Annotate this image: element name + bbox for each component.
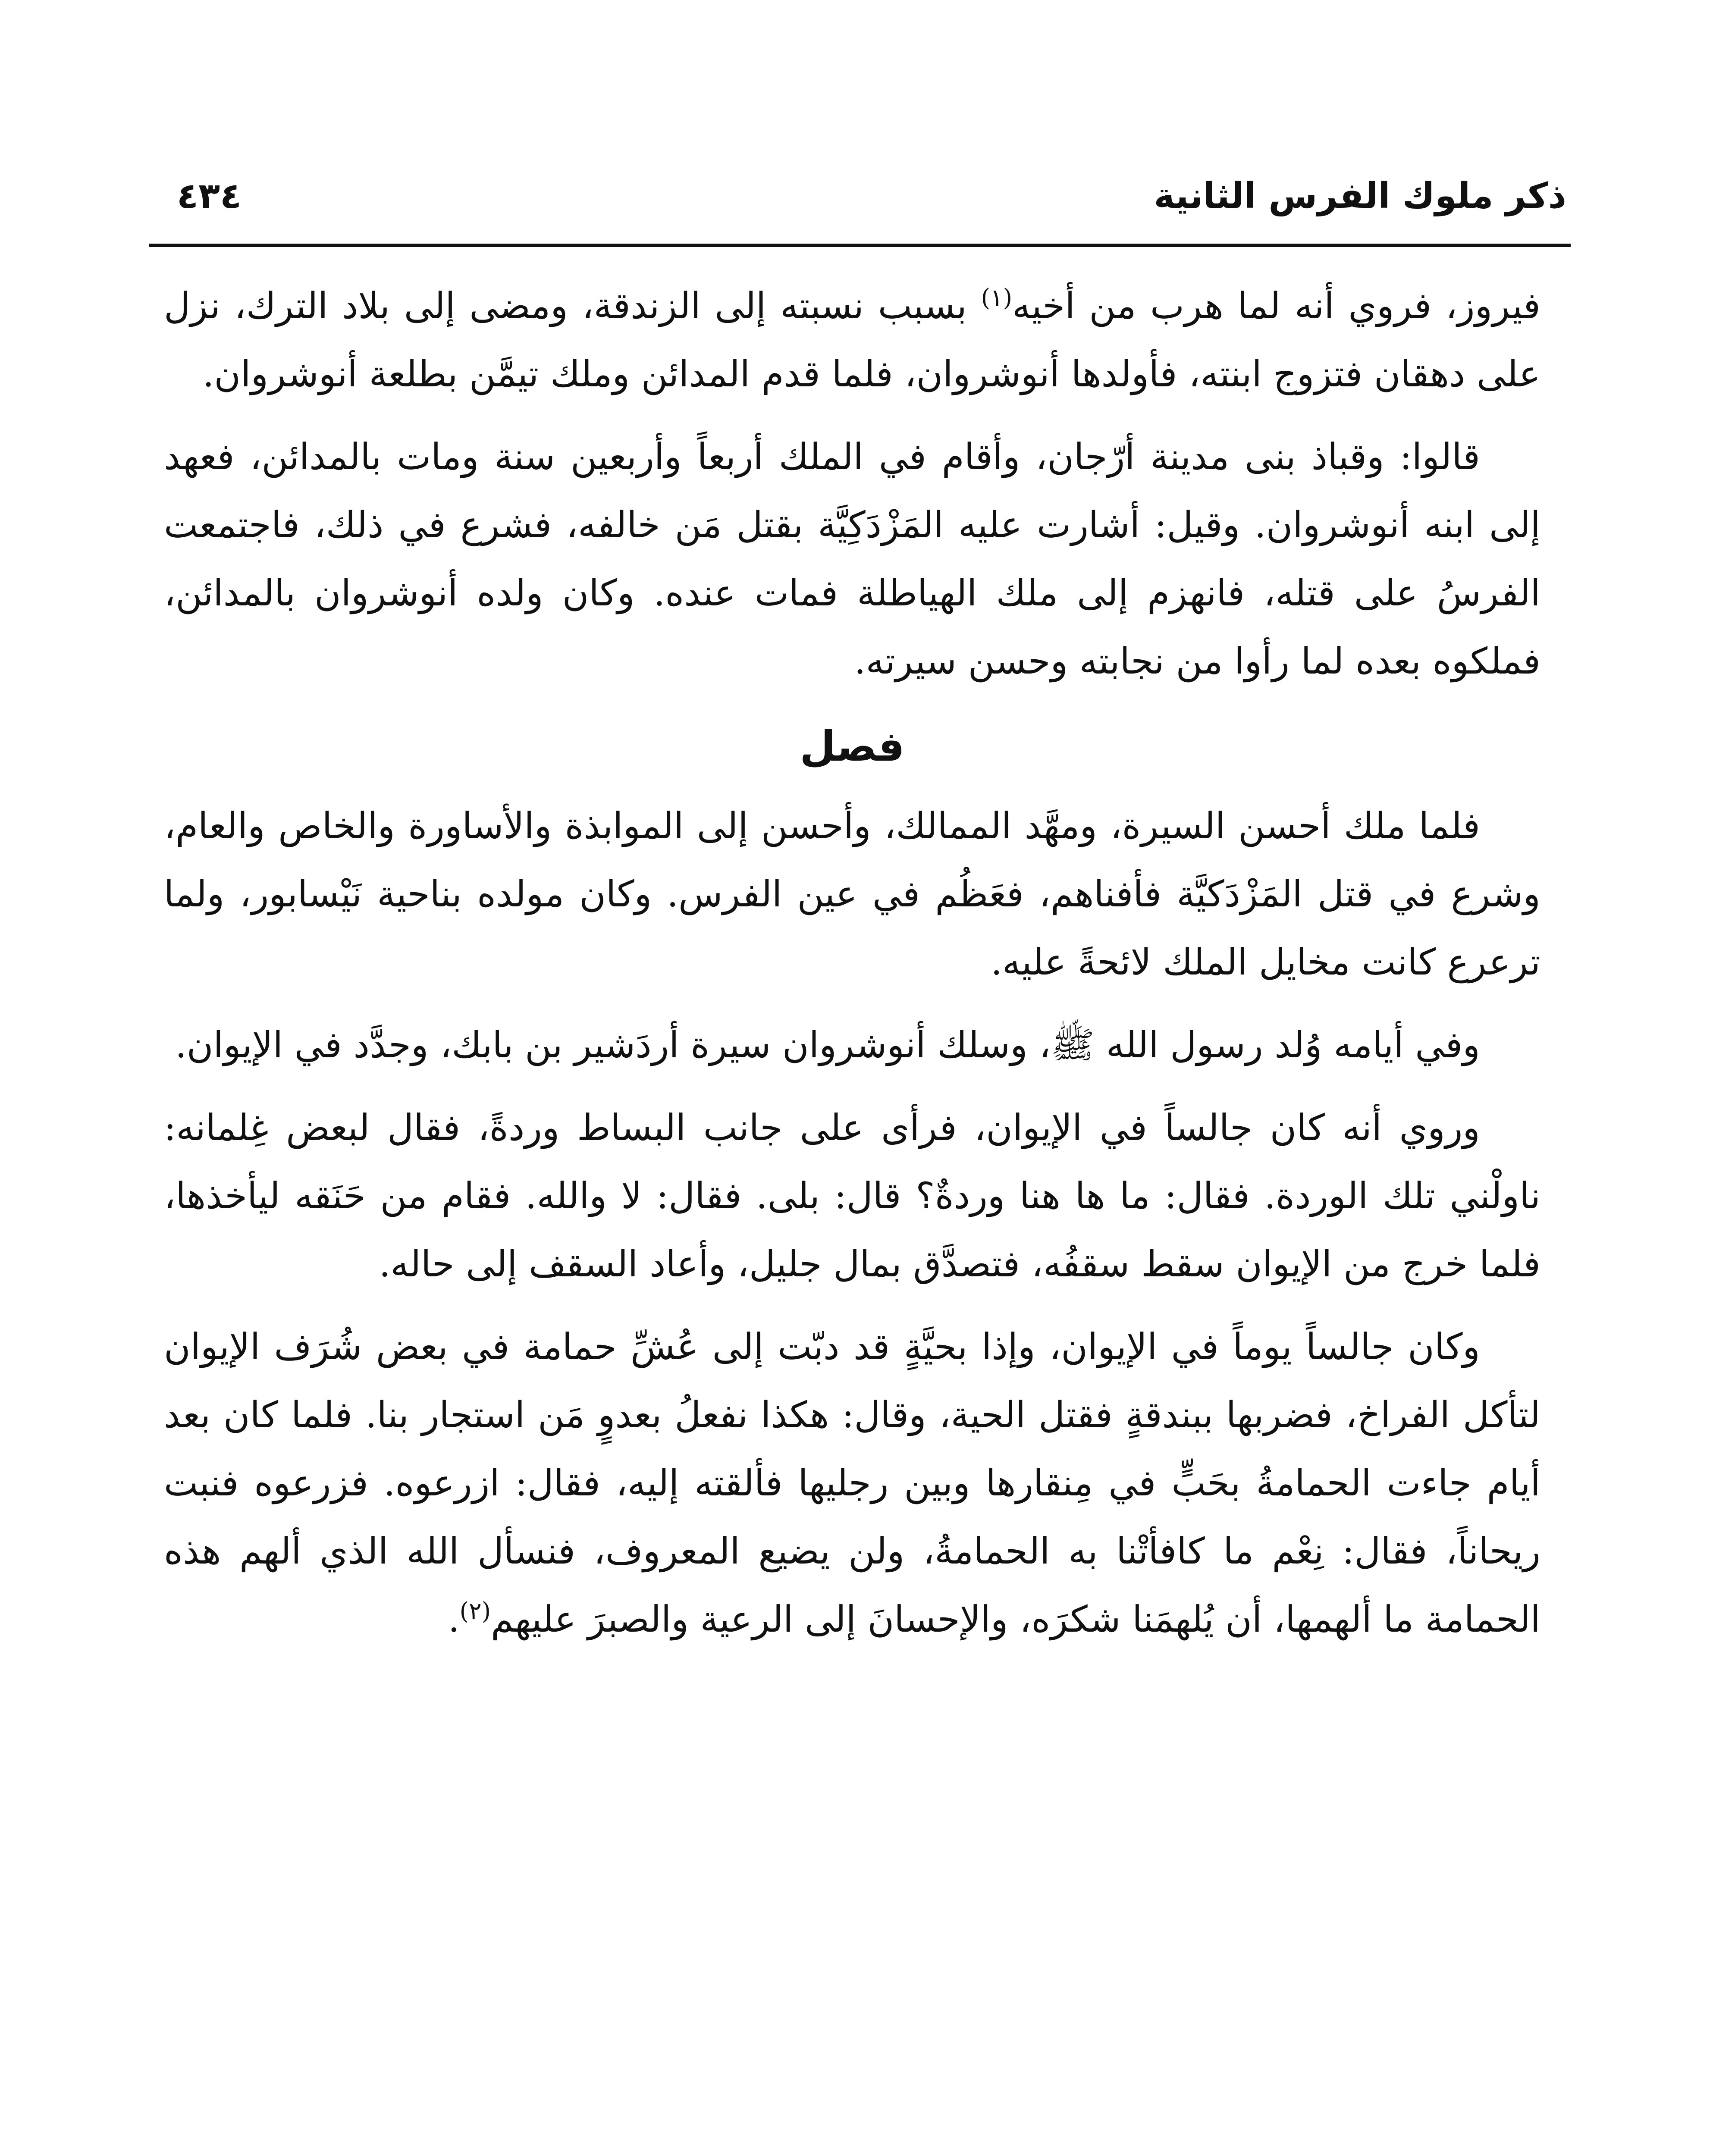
footnote-ref-1: (١)	[981, 284, 1013, 311]
paragraph-3: فلما ملك أحسن السيرة، ومهَّد الممالك، وأحسن إلى الموابذة والأساورة والخاص والعام، وشرع في قتل المَزْدَكيَّة فأفناهم، فعَظُم في عين الفرس. وكان مولده بناحية نَيْسابور، ولما ترعرع كانت مخايل الملك لائحةً عليه.	[164, 805, 1540, 983]
paragraph-5: وروي أنه كان جالساً في الإيوان، فرأى على جانب البساط وردةً، فقال لبعض غِلمانه: ناولْني تلك الوردة. فقال: ما ها هنا وردةٌ؟ قال: بلى. فقال: لا والله. فقام من حَنَقه ليأخذها، فلما خرج من الإيوان سقط سقفُه، فتصدَّق بمال جليل، وأعاد السقف إلى حاله.	[164, 1106, 1540, 1285]
paragraph-6-end: .	[448, 1598, 460, 1640]
paragraph-1-rest: بسبب نسبته إلى الزندقة، ومضى إلى بلاد الترك، نزل على دهقان فتزوج ابنته، فأولدها أنوشروان، فلما قدم المدائن وملك تيمَّن بطلعة أنوشروان.	[164, 285, 1540, 395]
paragraph-6-text: وكان جالساً يوماً في الإيوان، وإذا بحيَّةٍ قد دبّت إلى عُشِّ حمامة في بعض شُرَف الإيوان لتأكل الفراخ، فضربها ببندقةٍ فقتل الحية، وقال: هكذا نفعلُ بعدوٍ مَن استجار بنا. فلما كان بعد أيام جاءت الحمامةُ بحَبٍّ في مِنقارها وبين رجليها فألقته إليه، فقال: ازرعوه. فزرعوه فنبت ريحاناً، فقال: نِعْم ما كافأتْنا به الحمامةُ، ولن يضيع المعروف، فنسأل الله الذي ألهم هذه الحمامة ما ألهمها، أن يُلهمَنا شكرَه، والإحسانَ إلى الرعية والصبرَ عليهم	[164, 1326, 1540, 1640]
footnote-ref-2: (٢)	[459, 1597, 491, 1625]
paragraph-4: وفي أيامه وُلد رسول الله ﷺ، وسلك أنوشروان سيرة أردَشير بن بابك، وجدَّد في الإيوان.	[175, 1024, 1480, 1066]
paragraph-1-text: فيروز، فروي أنه لما هرب من أخيه	[1012, 285, 1541, 327]
page-header	[142, 164, 1571, 246]
paragraph-6	[164, 1313, 1540, 1653]
section-heading: فصل	[800, 722, 905, 771]
page-number: ٤٣٤	[177, 175, 242, 216]
header-rule	[149, 244, 1571, 247]
paragraph-1	[164, 272, 1540, 408]
paragraph-2: قالوا: وقباذ بنى مدينة أرّجان، وأقام في الملك أربعاً وأربعين سنة ومات بالمدائن، فعهد إلى ابنه أنوشروان. وقيل: أشارت عليه المَزْدَكِيَّة بقتل مَن خالفه، فشرع في ذلك، فاجتمعت الفرسُ على قتله، فانهزم إلى ملك الهياطلة فمات عنده. وكان ولده أنوشروان بالمدائن، فملكوه بعده لما رأوا من نجابته وحسن سيرته.	[164, 436, 1540, 682]
running-title: ذكر ملوك الفرس الثانية	[1154, 175, 1566, 216]
main-text	[164, 272, 1540, 1668]
